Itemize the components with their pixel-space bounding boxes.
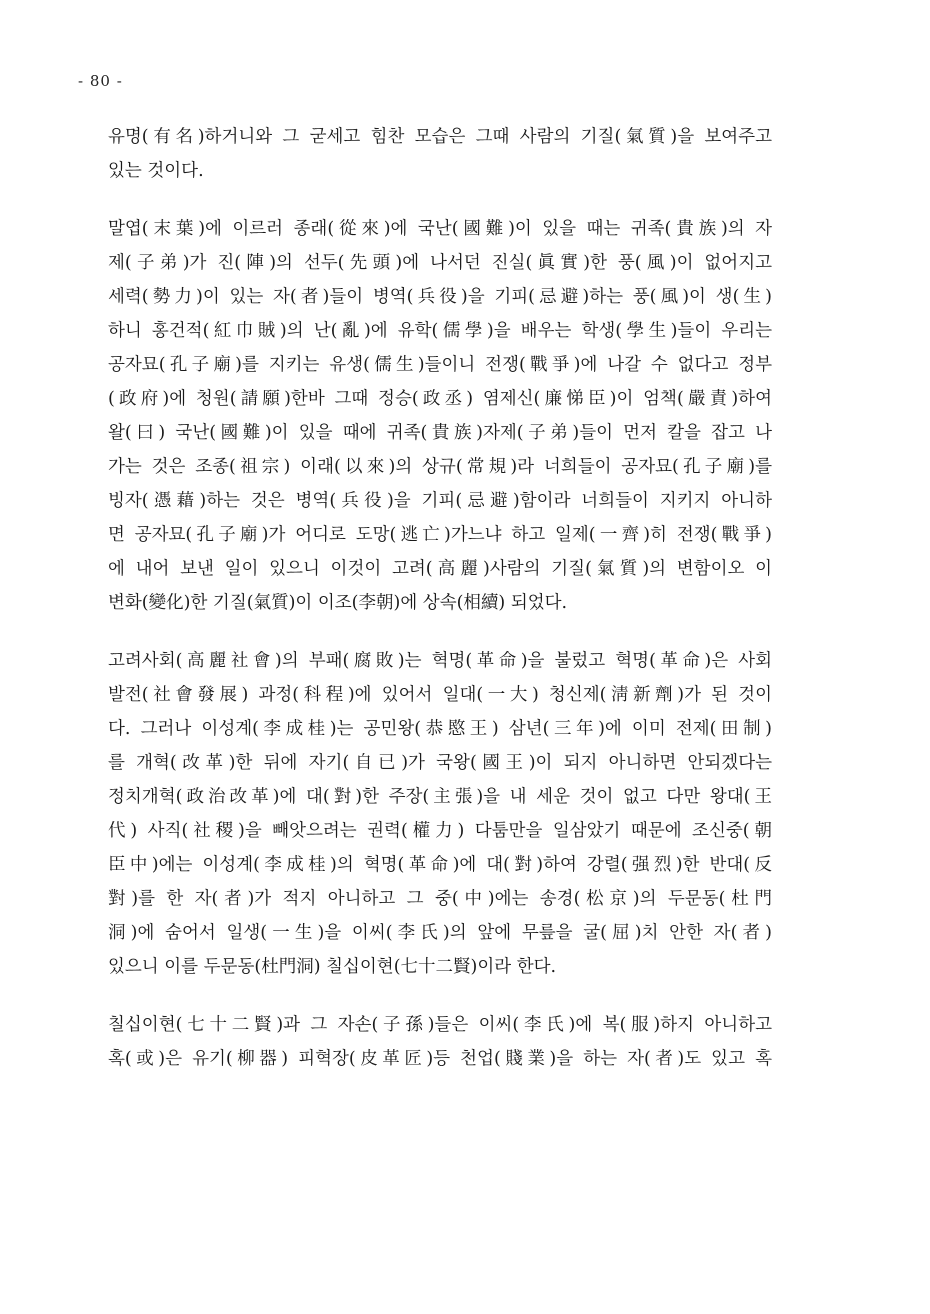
- text-line: 다. 그러나 이성계(李成桂)는 공민왕(恭愍王) 삼년(三年)에 이미 전제(田制): [108, 719, 772, 739]
- text-line: 정치개혁(政治改革)에 대(對)한 주장(主張)을 내 세운 것이 없고 다만 왕대(王: [108, 787, 772, 807]
- text-line: 공자묘(孔子廟)를 지키는 유생(儒生)들이니 전쟁(戰爭)에 나갈 수 없다고 정부: [108, 355, 772, 375]
- text-line: 변화(變化)한 기질(氣質)이 이조(李朝)에 상속(相續) 되었다.: [108, 593, 568, 613]
- text-line: 발전(社會發展) 과정(科程)에 있어서 일대(一大) 청신제(淸新劑)가 된 것이: [108, 685, 772, 705]
- text-line: 를 개혁(改革)한 뒤에 자기(自已)가 국왕(國王)이 되지 아니하면 안되겠다는: [108, 753, 772, 773]
- paragraph-1: [108, 120, 772, 188]
- text-line: (政府)에 청원(請願)한바 그때 정승(政丞) 염제신(廉悌臣)이 엄책(嚴責)하여: [108, 389, 772, 409]
- text-line: 면 공자묘(孔子廟)가 어디로 도망(逃亡)가느냐 하고 일제(一齊)히 전쟁(戰爭): [108, 525, 772, 545]
- text-line: 칠십이현(七十二賢)과 그 자손(子孫)들은 이씨(李氏)에 복(服)하지 아니하고: [108, 1015, 772, 1035]
- page-number: - 80 -: [78, 72, 123, 90]
- text-line: 하니 홍건적(紅巾賊)의 난(亂)에 유학(儒學)을 배우는 학생(學生)들이 우리는: [108, 321, 772, 341]
- text-line: 洞)에 숨어서 일생(一生)을 이씨(李氏)의 앞에 무릎을 굴(屈)치 안한 자(者): [108, 923, 772, 943]
- text-line: 혹(或)은 유기(柳器) 피혁장(皮革匠)등 천업(賤業)을 하는 자(者)도 있고 혹: [108, 1049, 772, 1069]
- text-line: 제(子弟)가 진(陣)의 선두(先頭)에 나서던 진실(眞實)한 풍(風)이 없어지고: [108, 253, 772, 273]
- document-body: [108, 120, 772, 1100]
- text-line: 말엽(末葉)에 이르러 종래(從來)에 국난(國難)이 있을 때는 귀족(貴族)의 자: [108, 219, 772, 239]
- text-line: 빙자(憑藉)하는 것은 병역(兵役)을 기피(忌避)함이라 너희들이 지키지 아니하: [108, 491, 772, 511]
- text-line: 가는 것은 조종(祖宗) 이래(以來)의 상규(常規)라 너희들이 공자묘(孔子廟)를: [108, 457, 772, 477]
- text-line: 유명(有名)하거니와 그 굳세고 힘찬 모습은 그때 사람의 기질(氣質)을 보여주고: [108, 127, 772, 147]
- text-line: 있으니 이를 두문동(杜門洞) 칠십이현(七十二賢)이라 한다.: [108, 957, 557, 977]
- text-line: 代) 사직(社稷)을 빼앗으려는 권력(權力) 다툼만을 일삼았기 때문에 조신중(朝: [108, 821, 772, 841]
- text-line: 세력(勢力)이 있는 자(者)들이 병역(兵役)을 기피(忌避)하는 풍(風)이 생(生): [108, 287, 772, 307]
- paragraph-3: [108, 644, 772, 984]
- paragraph-4: [108, 1008, 772, 1076]
- text-line: 왈(曰) 국난(國難)이 있을 때에 귀족(貴族)자제(子弟)들이 먼저 칼을 잡고 나: [108, 423, 772, 443]
- text-line: 對)를 한 자(者)가 적지 아니하고 그 중(中)에는 송경(松京)의 두문동(杜門: [108, 889, 772, 909]
- text-line: 있는 것이다.: [108, 161, 204, 181]
- text-line: 臣中)에는 이성계(李成桂)의 혁명(革命)에 대(對)하여 강렬(强烈)한 반대(反: [108, 855, 772, 875]
- text-line: 고려사회(高麗社會)의 부패(腐敗)는 혁명(革命)을 불렀고 혁명(革命)은 사회: [108, 651, 772, 671]
- paragraph-2: [108, 212, 772, 620]
- text-line: 에 내어 보낸 일이 있으니 이것이 고려(高麗)사람의 기질(氣質)의 변함이오 이: [108, 559, 772, 579]
